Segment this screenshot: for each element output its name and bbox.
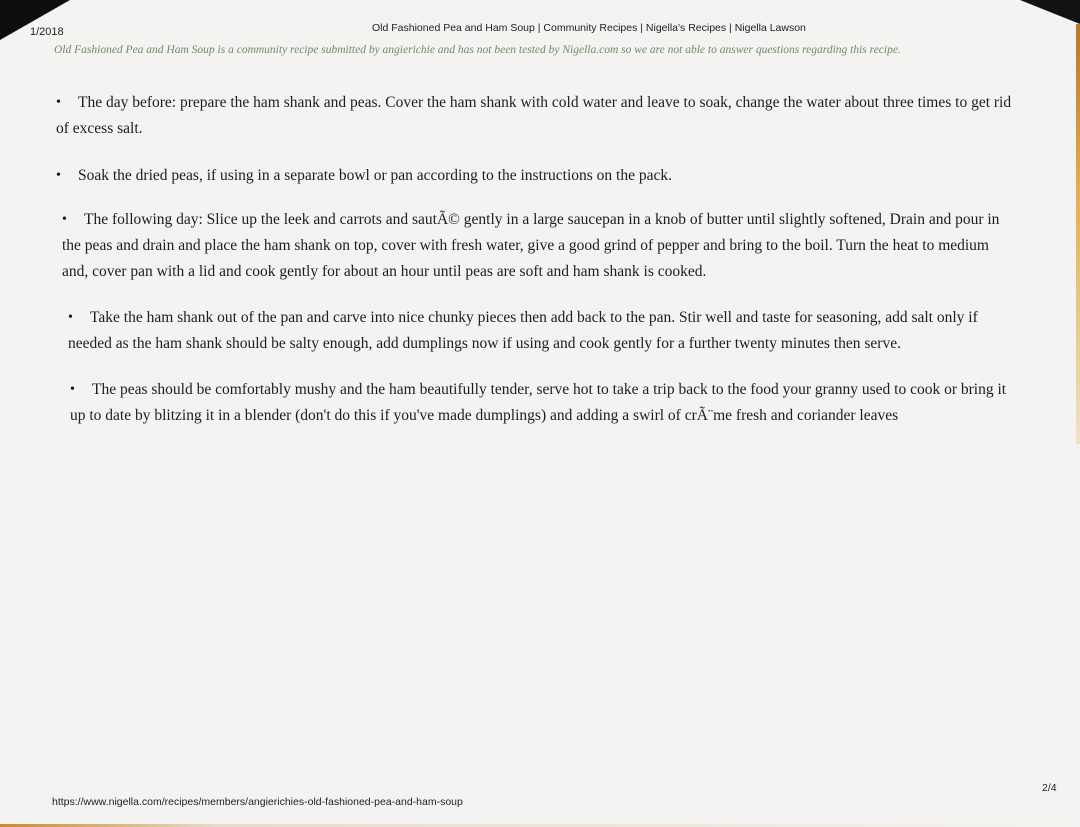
method-steps-list bbox=[56, 90, 1016, 429]
page-edge-right bbox=[1076, 24, 1080, 444]
method-step: • The day before: prepare the ham shank and peas. Cover the ham shank with cold water and leave to soak, change the water about three times to get rid of excess salt. bbox=[56, 90, 1016, 142]
page-number: 2/4 bbox=[1042, 782, 1057, 794]
print-header-title: Old Fashioned Pea and Ham Soup | Community Recipes | Nigella's Recipes | Nigella Lawson bbox=[372, 22, 806, 34]
method-step: • The peas should be comfortably mushy and the ham beautifully tender, serve hot to take a trip back to the food your granny used to cook or bring it up to date by blitzing it in a blender (don't do this if you've made dumplings) and adding a swirl of crÃ¨me fresh and coriander leaves bbox=[70, 377, 1016, 429]
print-date: 1/2018 bbox=[30, 26, 64, 38]
page-corner-shadow-right bbox=[1020, 0, 1080, 24]
method-step: • Take the ham shank out of the pan and carve into nice chunky pieces then add back to the pan. Stir well and taste for seasoning, add salt only if needed as the ham shank should be salty enough, add dumplings now if using and cook gently for a further twenty minutes then serve. bbox=[68, 305, 1016, 357]
print-footer-url: https://www.nigella.com/recipes/members/angierichies-old-fashioned-pea-and-ham-soup bbox=[52, 796, 463, 808]
community-recipe-disclaimer: Old Fashioned Pea and Ham Soup is a community recipe submitted by angierichie and has not been tested by Nigella.com so we are not able to answer questions regarding this recipe. bbox=[54, 44, 901, 56]
method-step: • Soak the dried peas, if using in a separate bowl or pan according to the instructions on the pack. bbox=[56, 163, 1016, 189]
method-step: • The following day: Slice up the leek and carrots and sautÃ© gently in a large saucepan in a knob of butter until slightly softened, Drain and pour in the peas and drain and place the ham shank on top, cover with fresh water, give a good grind of pepper and bring to the boil. Turn the heat to medium and, cover pan with a lid and cook gently for about an hour until peas are soft and ham shank is cooked. bbox=[62, 207, 1016, 285]
